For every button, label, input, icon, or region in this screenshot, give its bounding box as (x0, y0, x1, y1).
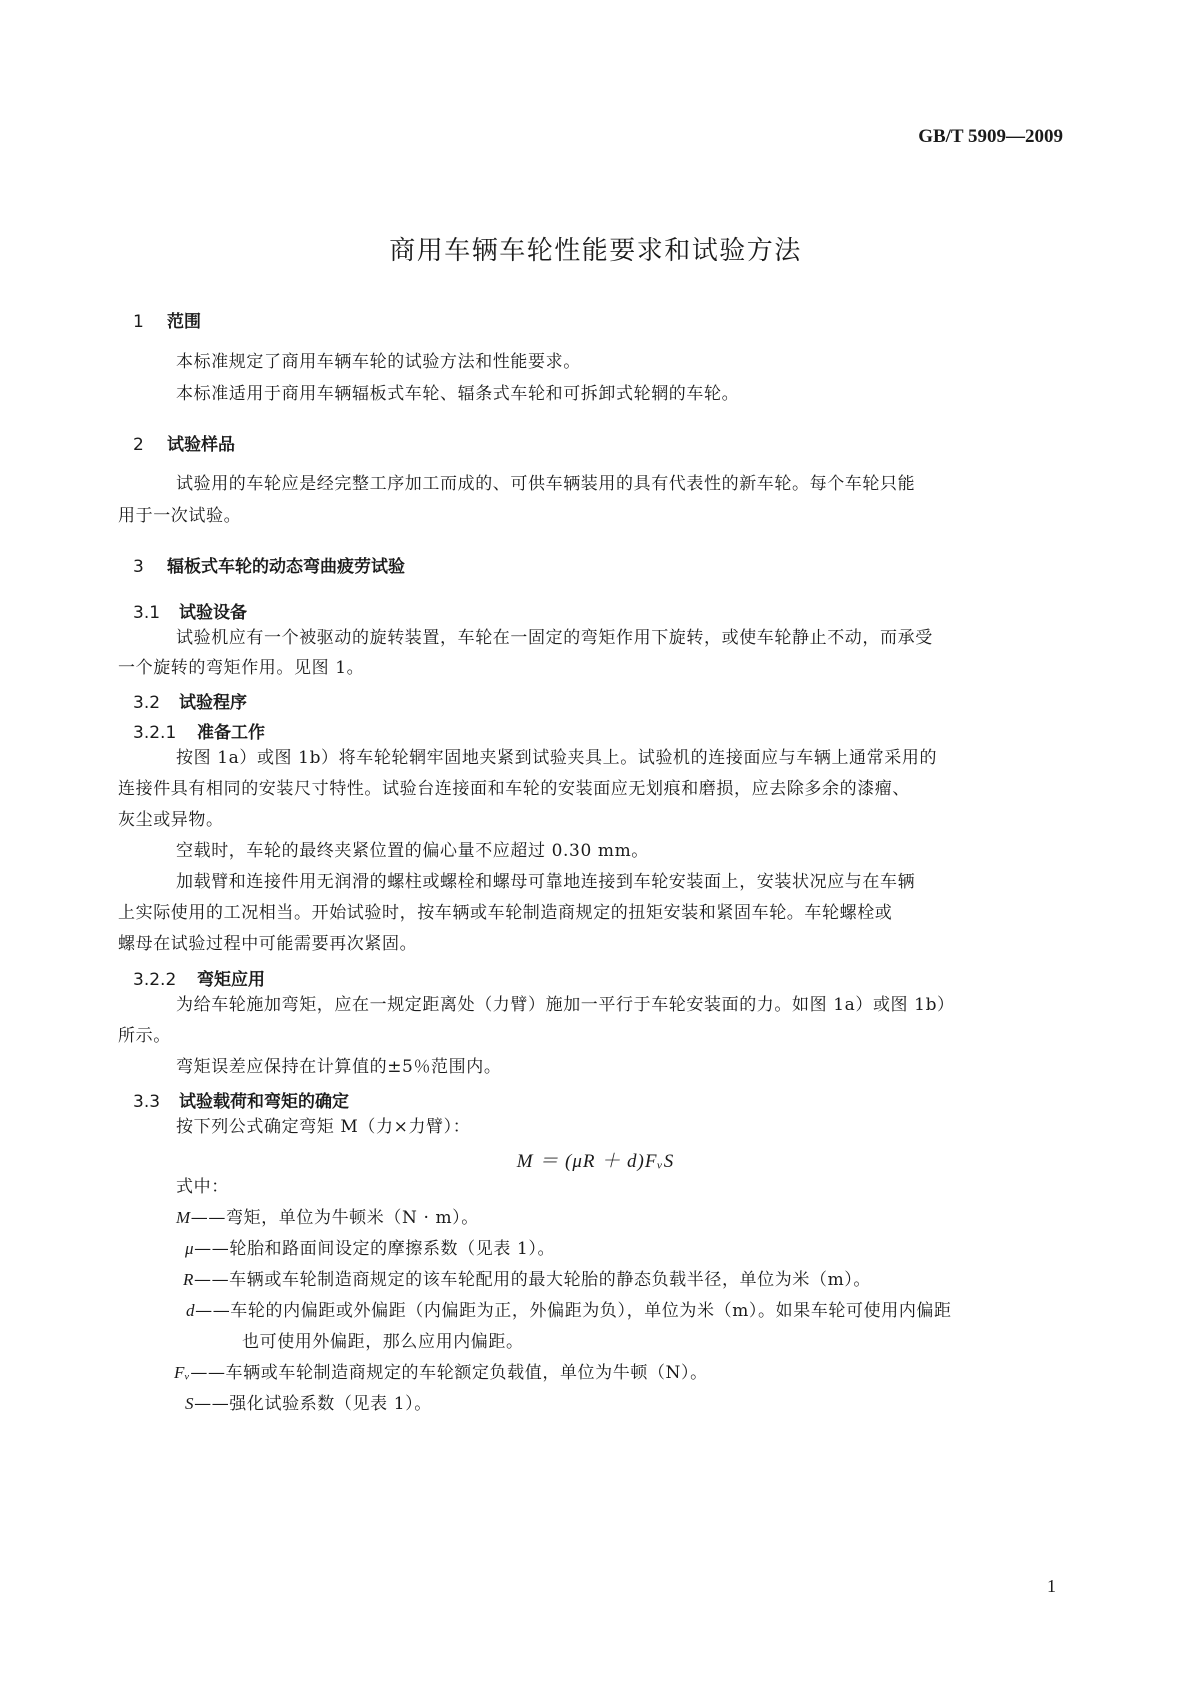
section-3-2-1-para-1-line-3: 灰尘或异物。 (118, 810, 224, 830)
section-3-3-heading: 3.3 试验载荷和弯矩的确定 (133, 1092, 349, 1112)
section-2-para-line-1: 试验用的车轮应是经完整工序加工而成的、可供车辆装用的具有代表性的新车轮。每个车轮只能 (176, 474, 916, 494)
section-1-para-1: 本标准规定了商用车辆车轮的试验方法和性能要求。 (176, 352, 581, 372)
section-3-2-1-para-3-line-1: 加载臂和连接件用无润滑的螺柱或螺栓和螺母可靠地连接到车轮安装面上，安装状况应与在车辆 (176, 872, 916, 892)
formula-term-fv: Fᵥ——车辆或车轮制造商规定的车轮额定负载值，单位为牛顿（N）。 (174, 1363, 708, 1383)
section-3-2-1-para-2: 空载时，车轮的最终夹紧位置的偏心量不应超过 0.30 mm。 (176, 841, 649, 861)
formula-where-label: 式中： (176, 1177, 229, 1197)
section-3-heading: 3 辐板式车轮的动态弯曲疲劳试验 (133, 557, 405, 577)
standard-code: GB/T 5909—2009 (918, 126, 1063, 147)
page-number: 1 (1047, 1576, 1056, 1596)
formula-term-mu: μ——轮胎和路面间设定的摩擦系数（见表 1）。 (185, 1239, 556, 1259)
section-3-3-para-1: 按下列公式确定弯矩 M（力×力臂）： (176, 1117, 471, 1137)
section-3-2-2-para-1-line-2: 所示。 (118, 1026, 171, 1046)
formula-term-m: M——弯矩，单位为牛顿米（N · m）。 (176, 1208, 479, 1228)
section-3-2-heading: 3.2 试验程序 (133, 693, 247, 713)
bending-moment-formula: M ＝ (μR ＋ d)FᵥS (516, 1151, 675, 1172)
section-3-2-1-para-3-line-2: 上实际使用的工况相当。开始试验时，按车辆或车轮制造商规定的扭矩安装和紧固车轮。车轮螺栓或 (118, 903, 893, 923)
section-3-2-1-para-1-line-1: 按图 1a）或图 1b）将车轮轮辋牢固地夹紧到试验夹具上。试验机的连接面应与车辆上通常采用的 (176, 748, 938, 768)
section-3-1-para-line-2: 一个旋转的弯矩作用。见图 1。 (118, 658, 365, 678)
section-2-para-line-2: 用于一次试验。 (118, 506, 242, 526)
document-title: 商用车辆车轮性能要求和试验方法 (389, 236, 802, 266)
section-1-para-2: 本标准适用于商用车辆辐板式车轮、辐条式车轮和可拆卸式轮辋的车轮。 (176, 384, 740, 404)
section-3-1-para-line-1: 试验机应有一个被驱动的旋转装置，车轮在一固定的弯矩作用下旋转，或使车轮静止不动，而承受 (176, 628, 933, 648)
section-1-heading: 1 范围 (133, 312, 201, 332)
formula-term-d-continued: 也可使用外偏距，那么应用内偏距。 (242, 1332, 524, 1352)
section-3-2-2-para-1-line-1: 为给车轮施加弯矩，应在一规定距离处（力臂）施加一平行于车轮安装面的力。如图 1a）或图 1b） (176, 995, 955, 1015)
section-3-2-1-heading: 3.2.1 准备工作 (133, 723, 265, 743)
formula-term-d: d——车轮的内偏距或外偏距（内偏距为正，外偏距为负），单位为米（m）。如果车轮可使用内偏距 (186, 1301, 952, 1321)
formula-term-s: S——强化试验系数（见表 1）。 (185, 1394, 432, 1414)
section-3-1-heading: 3.1 试验设备 (133, 603, 247, 623)
section-3-2-2-para-2: 弯矩误差应保持在计算值的±5％范围内。 (176, 1057, 502, 1077)
section-3-2-1-para-3-line-3: 螺母在试验过程中可能需要再次紧固。 (118, 934, 418, 954)
section-2-heading: 2 试验样品 (133, 435, 235, 455)
section-3-2-1-para-1-line-2: 连接件具有相同的安装尺寸特性。试验台连接面和车轮的安装面应无划痕和磨损，应去除多余的漆瘤、 (118, 779, 910, 799)
section-3-2-2-heading: 3.2.2 弯矩应用 (133, 970, 265, 990)
formula-term-r: R——车辆或车轮制造商规定的该车轮配用的最大轮胎的静态负载半径，单位为米（m）。 (183, 1270, 872, 1290)
